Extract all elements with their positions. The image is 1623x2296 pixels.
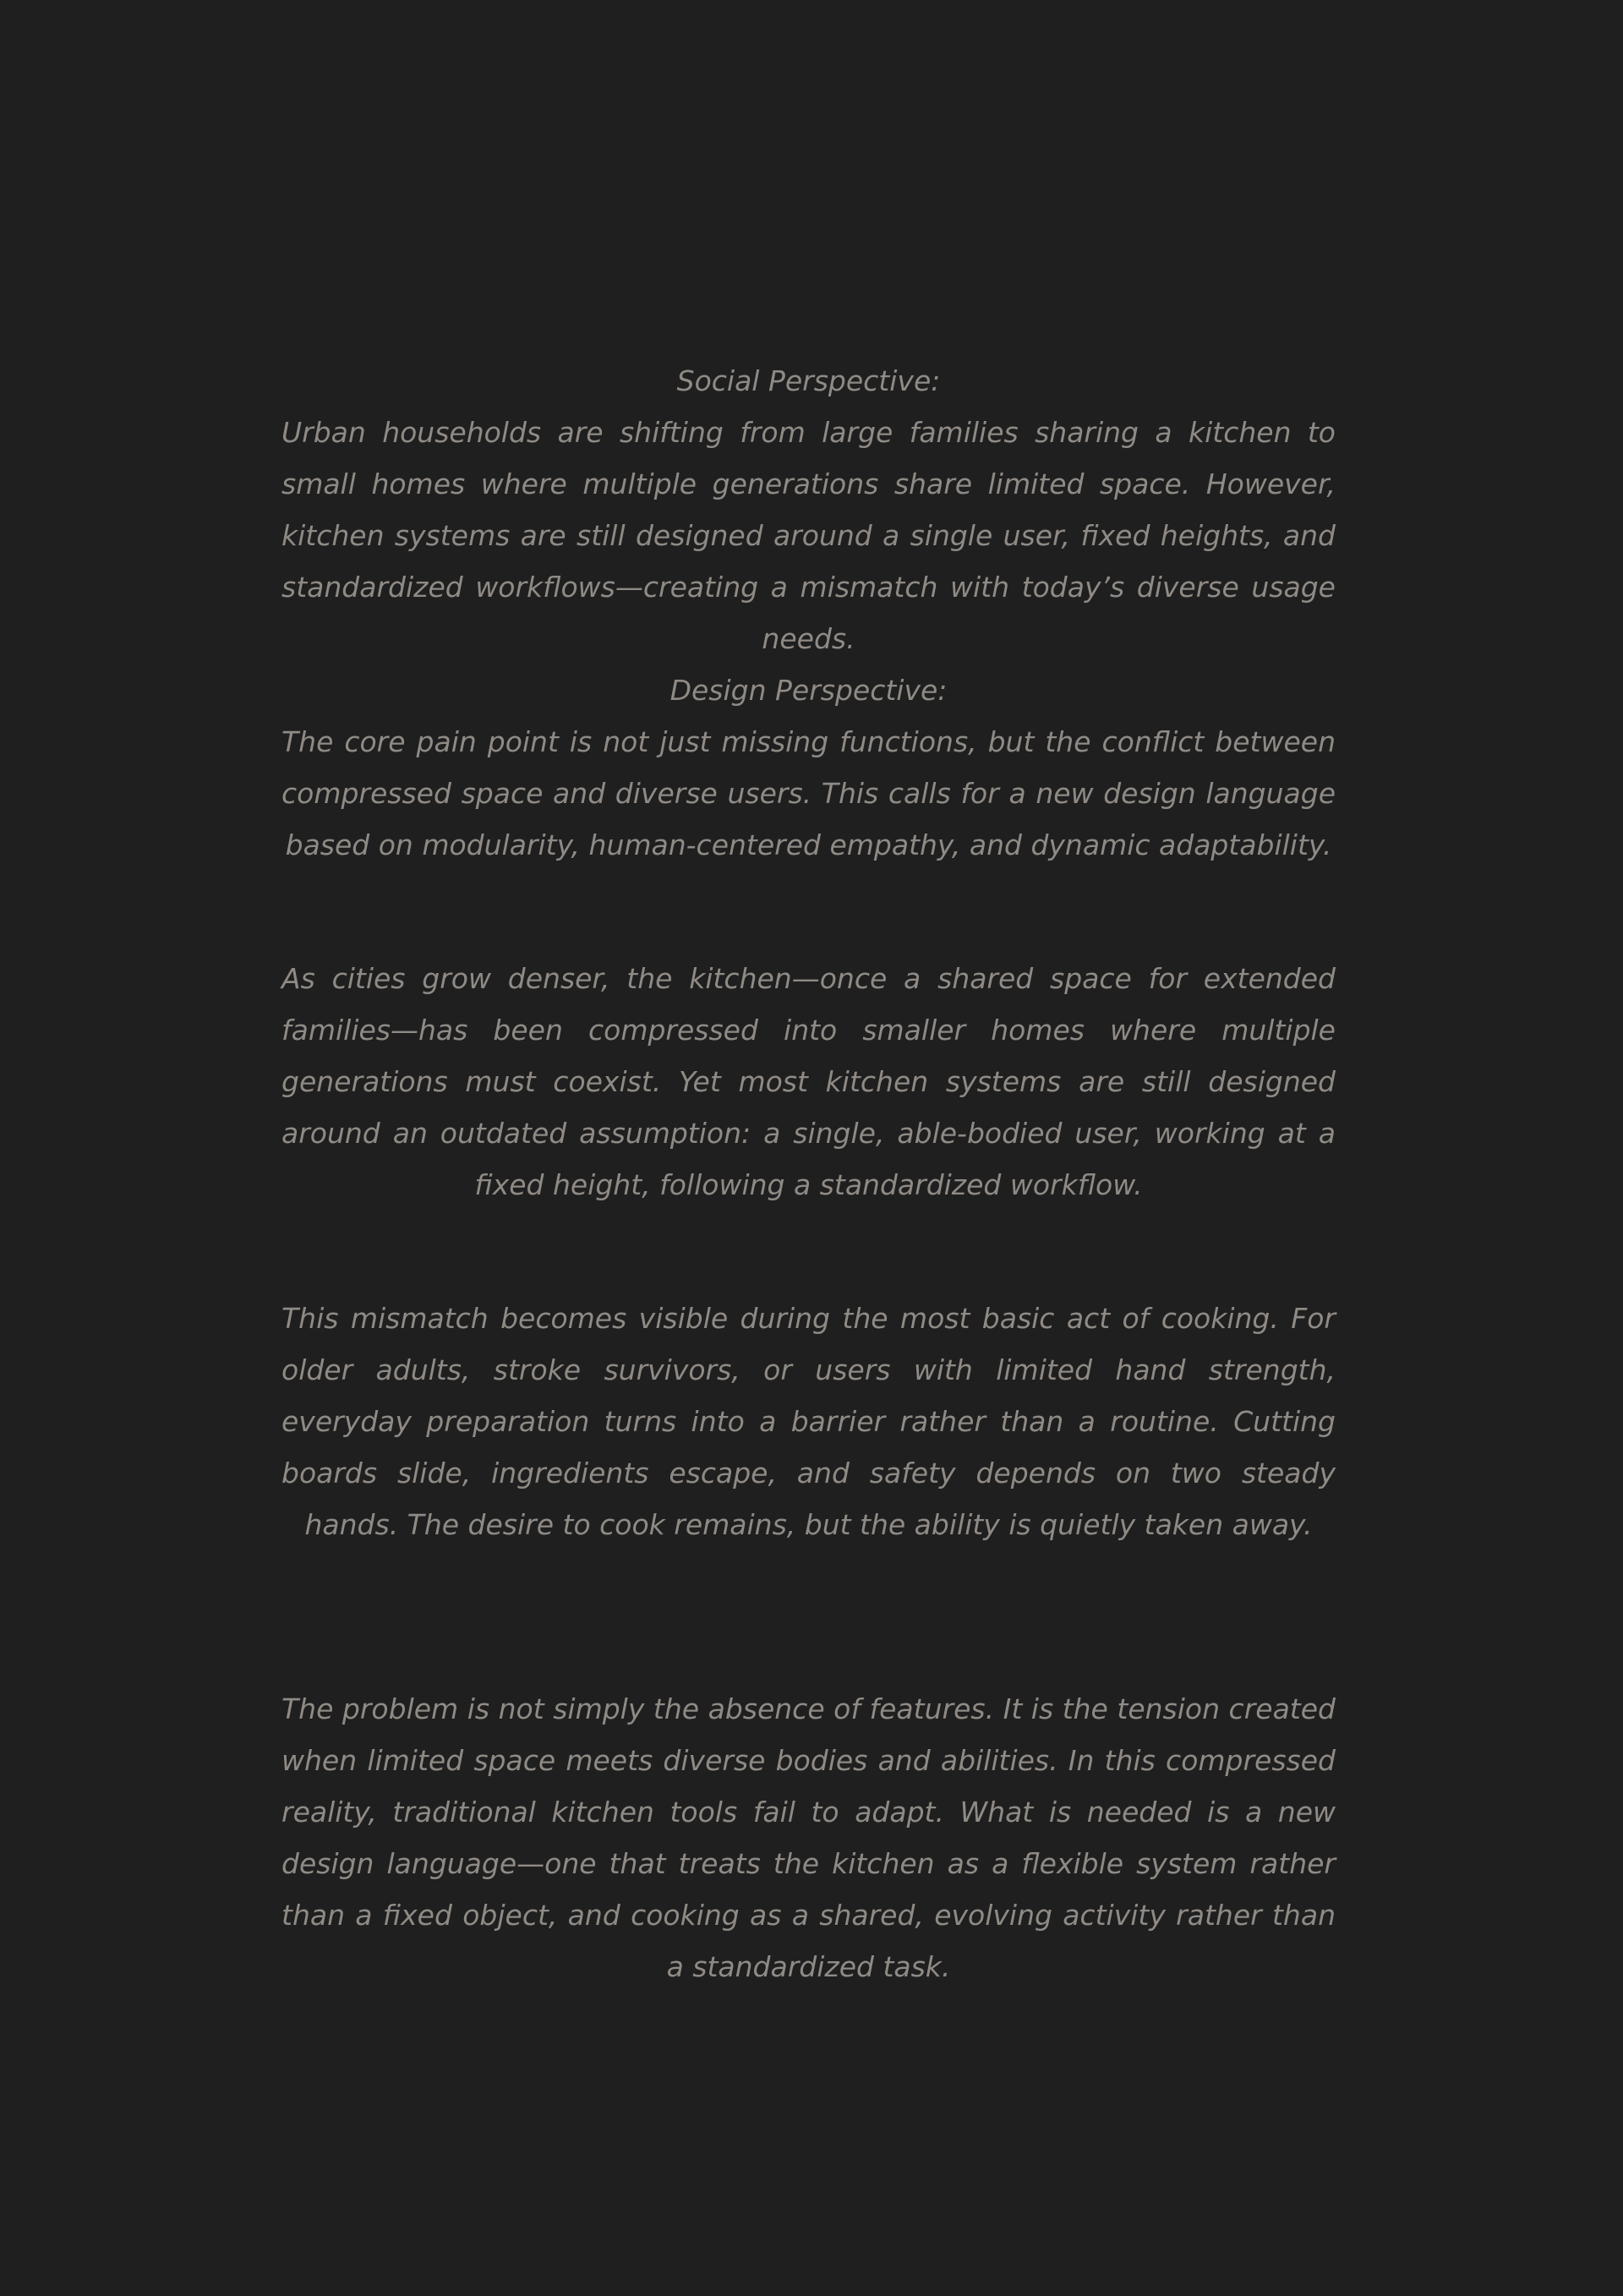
spacer <box>281 1550 1336 1683</box>
social-perspective-heading: Social Perspective: <box>676 364 941 397</box>
design-perspective-body: The core pain point is not just missing functions, but the conflict between compressed space and diverse users. This calls for a new design language based on modularity, human-centered empathy, and dynamic adaptability. <box>281 725 1336 861</box>
spacer <box>281 1211 1336 1293</box>
design-perspective-heading: Design Perspective: <box>669 674 948 707</box>
spacer <box>281 871 1336 953</box>
social-perspective-body: Urban households are shifting from large families sharing a kitchen to small homes where multiple generations share limited space. However, kitchen systems are still designed around a single user, fixed heights, and standardized workflows—creating a mismatch with today’s diverse usage needs. <box>281 416 1336 655</box>
paragraph-urban-density: As cities grow denser, the kitchen—once a shared space for extended families—has been compressed into smaller homes where multiple generations must coexist. Yet most kitchen systems are still designed around an outdated assumption: a single, able-bodied user, working at a fixed height, following a standardized workflow. <box>281 962 1336 1201</box>
paragraph-design-language: The problem is not simply the absence of features. It is the tension created when limited space meets diverse bodies and abilities. In this compressed reality, traditional kitchen tools fail to adapt. What is needed is a new design language—one that treats the kitchen as a flexible system rather than a fixed object, and cooking as a shared, evolving activity rather than a standardized task. <box>281 1692 1336 1983</box>
paragraph-cooking-barrier: This mismatch becomes visible during the most basic act of cooking. For older adults, stroke survivors, or users with limited hand strength, everyday preparation turns into a barrier rather than a routine. Cutting boards slide, ingredients escape, and safety depends on two steady hands. The desire to cook remains, but the ability is quietly taken away. <box>281 1302 1336 1541</box>
text-column <box>281 355 1336 1993</box>
